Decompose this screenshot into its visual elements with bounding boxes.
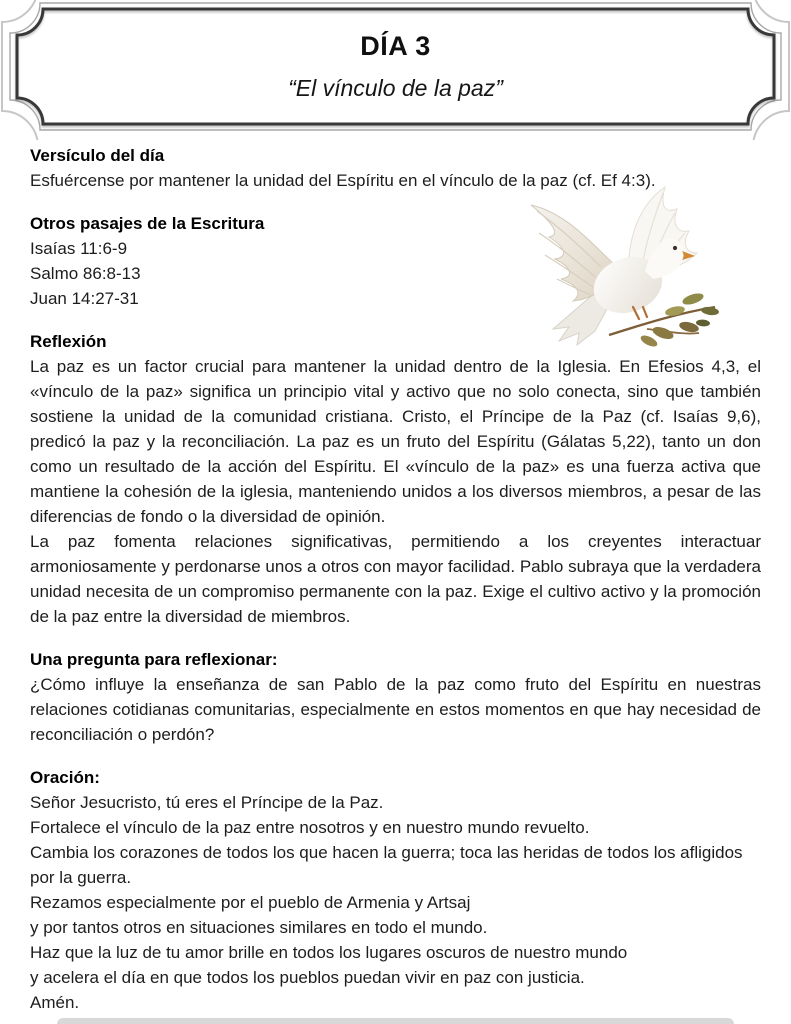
reflexion-heading: Reflexión (30, 332, 107, 351)
dove-olive-branch-image (497, 183, 725, 351)
oracion-line: y por tantos otros en situaciones similares en todo el mundo. (30, 918, 488, 937)
versiculo-heading: Versículo del día (30, 146, 165, 165)
oracion-line: Amén. (30, 993, 80, 1012)
section-pregunta (30, 647, 761, 747)
oracion-line: Fortalece el vínculo de la paz entre nosotros y en nuestro mundo revuelto. (30, 818, 590, 837)
oracion-line: Rezamos especialmente por el pueblo de Armenia y Artsaj (30, 893, 471, 912)
next-page-frame-edge (57, 1018, 734, 1024)
oracion-line: Señor Jesucristo, tú eres el Príncipe de la Paz. (30, 793, 384, 812)
theme-subtitle: “El vínculo de la paz” (288, 75, 503, 101)
reflexion-paragraph-2: La paz fomenta relaciones significativas, permitiendo a los creyentes interactuar armoniosamente y perdonarse unos a otros con mayor facilidad. Pablo subraya que la verdadera unidad necesita de un compromiso permanente con la paz. Exige el cultivo activo y la promoción de la paz entre la diversidad de miembros. (30, 532, 761, 626)
section-oracion (30, 765, 761, 1015)
versiculo-text: Esfuércense por mantener la unidad del Espíritu en el vínculo de la paz (cf. Ef 4:3). (30, 171, 656, 190)
scripture-ref-salmo: Salmo 86:8-13 (30, 264, 141, 283)
header-plaque (0, 0, 791, 140)
dove-graphic (497, 183, 725, 351)
oracion-line: Haz que la luz de tu amor brille en todos los lugares oscuros de nuestro mundo (30, 943, 628, 962)
reflexion-paragraph-1: La paz es un factor crucial para mantener la unidad dentro de la Iglesia. En Efesios 4,3, el «vínculo de la paz» significa un principio vital y activo que no solo conecta, sino que también sostiene la unidad de la comunidad cristiana. Cristo, el Príncipe de la Paz (cf. Isaías 9,6), predicó la paz y la reconciliación. La paz es un fruto del Espíritu (Gálatas 5,22), tanto un don como un resultado de la acción del Espíritu. El «vínculo de la paz» es una fuerza activa que mantiene la cohesión de la iglesia, manteniendo unidos a los diversos miembros, a pesar de las diferencias de fondo o la diversidad de opinión. (30, 357, 761, 526)
day-title: DÍA 3 (360, 31, 431, 61)
oracion-line: Cambia los corazones de todos los que hacen la guerra; toca las heridas de todos los afligidos por la guerra. (30, 843, 743, 887)
oracion-heading: Oración: (30, 768, 100, 787)
decorative-frame-border (0, 0, 791, 140)
section-reflexion (30, 329, 761, 629)
otros-pasajes-heading: Otros pasajes de la Escritura (30, 214, 265, 233)
scripture-ref-juan: Juan 14:27-31 (30, 289, 139, 308)
scripture-ref-isaias: Isaías 11:6-9 (30, 239, 128, 258)
oracion-line: y acelera el día en que todos los pueblos puedan vivir en paz con justicia. (30, 968, 585, 987)
pregunta-text: ¿Cómo influye la enseñanza de san Pablo de la paz como fruto del Espíritu en nuestras relaciones cotidianas comunitarias, especialmente en estos momentos en que hay necesidad de reconciliación o perdón? (30, 675, 761, 744)
pregunta-heading: Una pregunta para reflexionar: (30, 650, 278, 669)
